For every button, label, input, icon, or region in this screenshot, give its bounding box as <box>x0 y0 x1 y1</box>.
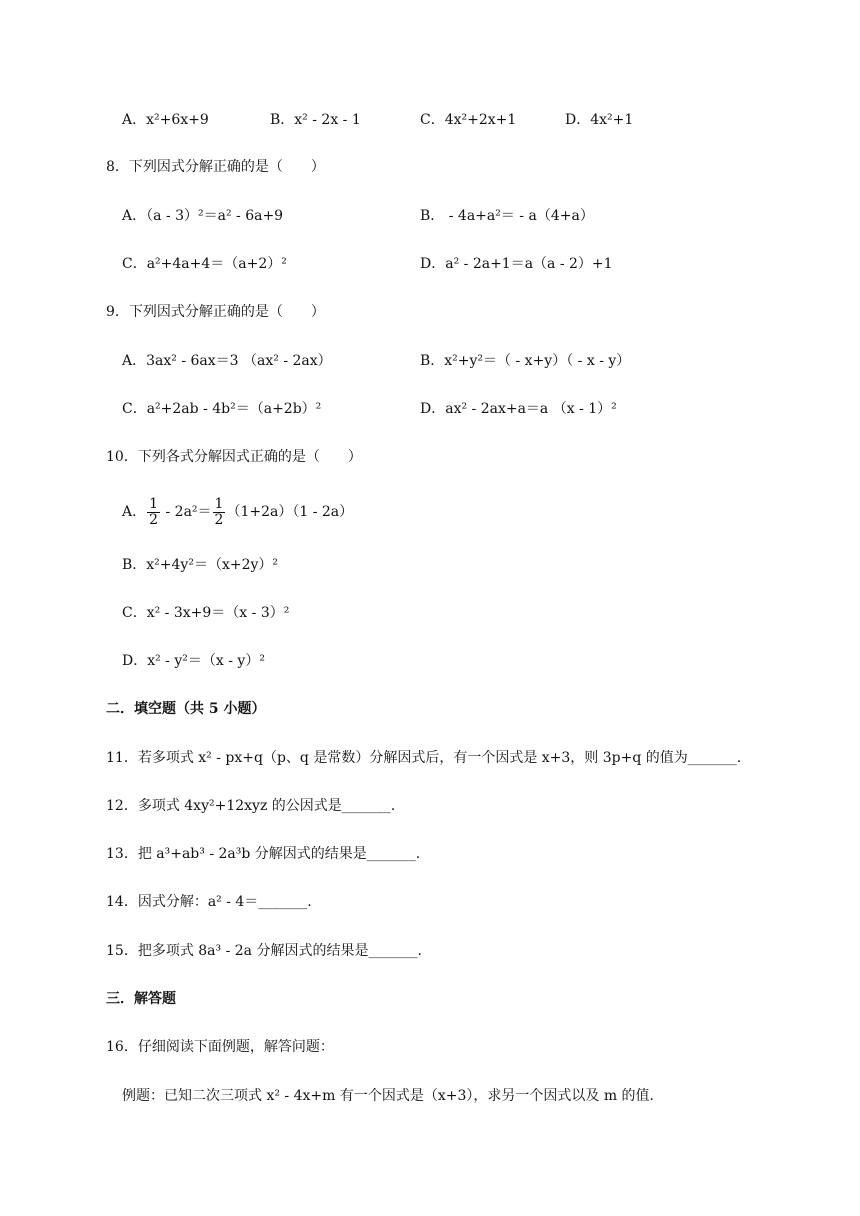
q12: 12．多项式 4xy²+12xyz 的公因式是_______. <box>106 798 396 814</box>
q14: 14．因式分解：a² - 4＝_______. <box>106 894 312 910</box>
q10-option-a-tail: （1+2a）（1 - 2a） <box>226 504 354 520</box>
q9-option-a: A．3ax² - 6ax＝3 （ax² - 2ax） <box>122 353 332 369</box>
q9-option-c: C．a²+2ab - 4b²＝（a+2b）² <box>122 401 322 417</box>
fraction-one-half <box>147 497 160 528</box>
q9-option-d: D．ax² - 2ax+a＝a （x - 1）² <box>420 401 617 417</box>
fraction-numerator-2: 1 <box>214 495 224 512</box>
q10-option-d: D．x² - y²＝（x - y）² <box>122 653 265 669</box>
q10-option-c: C．x² - 3x+9＝（x - 3）² <box>122 605 290 621</box>
q16-example: 例题：已知二次三项式 x² - 4x+m 有一个因式是（x+3），求另一个因式以及 m 的值. <box>122 1088 655 1104</box>
q10-option-b: B．x²+4y²＝（x+2y）² <box>122 557 279 573</box>
q7-option-b: B．x² - 2x - 1 <box>270 112 361 128</box>
fraction-one-half-2 <box>213 497 226 528</box>
q8-option-c: C．a²+4a+4＝（a+2）² <box>122 256 287 272</box>
q7-option-c: C．4x²+2x+1 <box>420 112 517 128</box>
fraction-numerator: 1 <box>149 495 159 512</box>
q8-option-d: D．a² - 2a+1＝a（a - 2）+1 <box>420 256 613 272</box>
q10-option-a-middle: - 2a²＝ <box>161 504 212 520</box>
q8-option-b: B． - 4a+a²＝ - a（4+a） <box>420 208 594 224</box>
q15: 15．把多项式 8a³ - 2a 分解因式的结果是_______. <box>106 943 422 959</box>
fraction-denominator-2: 2 <box>214 511 224 528</box>
q10-stem: 10．下列各式分解因式正确的是（ ） <box>106 449 362 465</box>
q7-option-a: A．x²+6x+9 <box>122 112 209 128</box>
q11: 11．若多项式 x² - px+q（p、q 是常数）分解因式后，有一个因式是 x+3，则 3p+q 的值为_______. <box>106 750 742 766</box>
q16-stem: 16．仔细阅读下面例题，解答问题： <box>106 1039 334 1055</box>
q10-option-a-label: A． <box>122 504 147 520</box>
q8-option-a: A．（a - 3）²＝a² - 6a+9 <box>122 208 284 224</box>
q13: 13．把 a³+ab³ - 2a³b 分解因式的结果是_______. <box>106 846 421 862</box>
section-answer-heading: 三．解答题 <box>106 991 176 1007</box>
fraction-denominator: 2 <box>149 511 159 528</box>
q8-stem: 8．下列因式分解正确的是（ ） <box>106 159 325 175</box>
section-fill-in-blank-heading: 二．填空题（共 5 小题） <box>106 701 266 717</box>
q9-stem: 9．下列因式分解正确的是（ ） <box>106 304 325 320</box>
q9-option-b: B．x²+y²＝（ - x+y）（ - x - y） <box>420 353 631 369</box>
q10-option-a <box>122 496 353 528</box>
q7-option-d: D．4x²+1 <box>565 112 634 128</box>
